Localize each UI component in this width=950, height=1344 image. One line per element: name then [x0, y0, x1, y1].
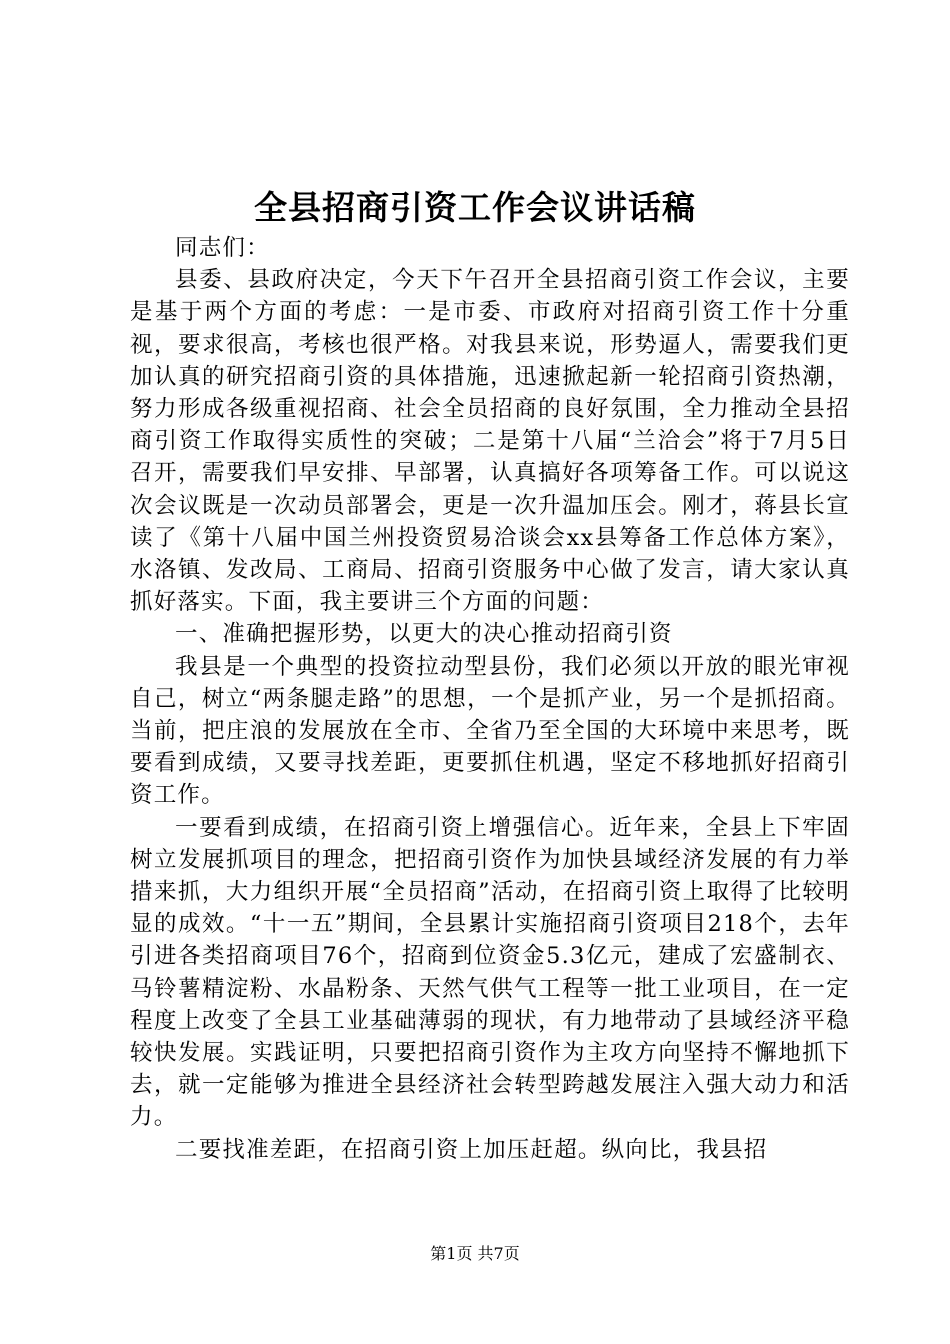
body-paragraph: 一要看到成绩，在招商引资上增强信心。近年来，全县上下牢固树立发展抓项目的理念，把招商引资作为加快县域经济发展的有力举措来抓，大力组织开展“全员招商”活动，在招商引资上取得了比较明显的成效。“十一五”期间，全县累计实施招商引资项目218个，去年引进各类招商项目76个，招商到位资金5.3亿元，建成了宏盛制衣、马铃薯精淀粉、水晶粉条、天然气供气工程等一批工业项目，在一定程度上改变了全县工业基础薄弱的现状，有力地带动了县域经济平稳较快发展。实践证明，只要把招商引资作为主攻方向坚持不懈地抓下去，就一定能够为推进全县经济社会转型跨越发展注入强大动力和活力。 — [130, 814, 850, 1131]
document-title: 全县招商引资工作会议讲话稿 — [254, 188, 696, 227]
document-body — [130, 232, 850, 1166]
body-paragraph: 我县是一个典型的投资拉动型县份，我们必须以开放的眼光审视自己，树立“两条腿走路”的思想，一个是抓产业，另一个是抓招商。当前，把庄浪的发展放在全市、全省乃至全国的大环境中来思考，既要看到成绩，又要寻找差距，更要抓住机遇，坚定不移地抓好招商引资工作。 — [130, 653, 850, 809]
page-number-footer: 第1页 共7页 — [430, 1244, 520, 1263]
body-paragraph: 二要找准差距，在招商引资上加压赶超。纵向比，我县招 — [175, 1136, 768, 1163]
intro-paragraph: 县委、县政府决定，今天下午召开全县招商引资工作会议，主要是基于两个方面的考虑：一是市委、市政府对招商引资工作十分重视，要求很高，考核也很严格。对我县来说，形势逼人，需要我们更加认真的研究招商引资的具体措施，迅速掀起新一轮招商引资热潮，努力形成各级重视招商、社会全员招商的良好氛围，全力推动全县招商引资工作取得实质性的突破；二是第十八届“兰洽会”将于7月5日召开，需要我们早安排、早部署，认真搞好各项筹备工作。可以说这次会议既是一次动员部署会，更是一次升温加压会。刚才，蒋县长宣读了《第十八届中国兰州投资贸易洽谈会xx县筹备工作总体方案》，水洛镇、发改局、工商局、招商引资服务中心做了发言，请大家认真抓好落实。下面，我主要讲三个方面的问题： — [130, 267, 850, 616]
section-heading: 一、准确把握形势，以更大的决心推动招商引资 — [175, 621, 673, 648]
salutation-paragraph: 同志们： — [175, 235, 270, 261]
